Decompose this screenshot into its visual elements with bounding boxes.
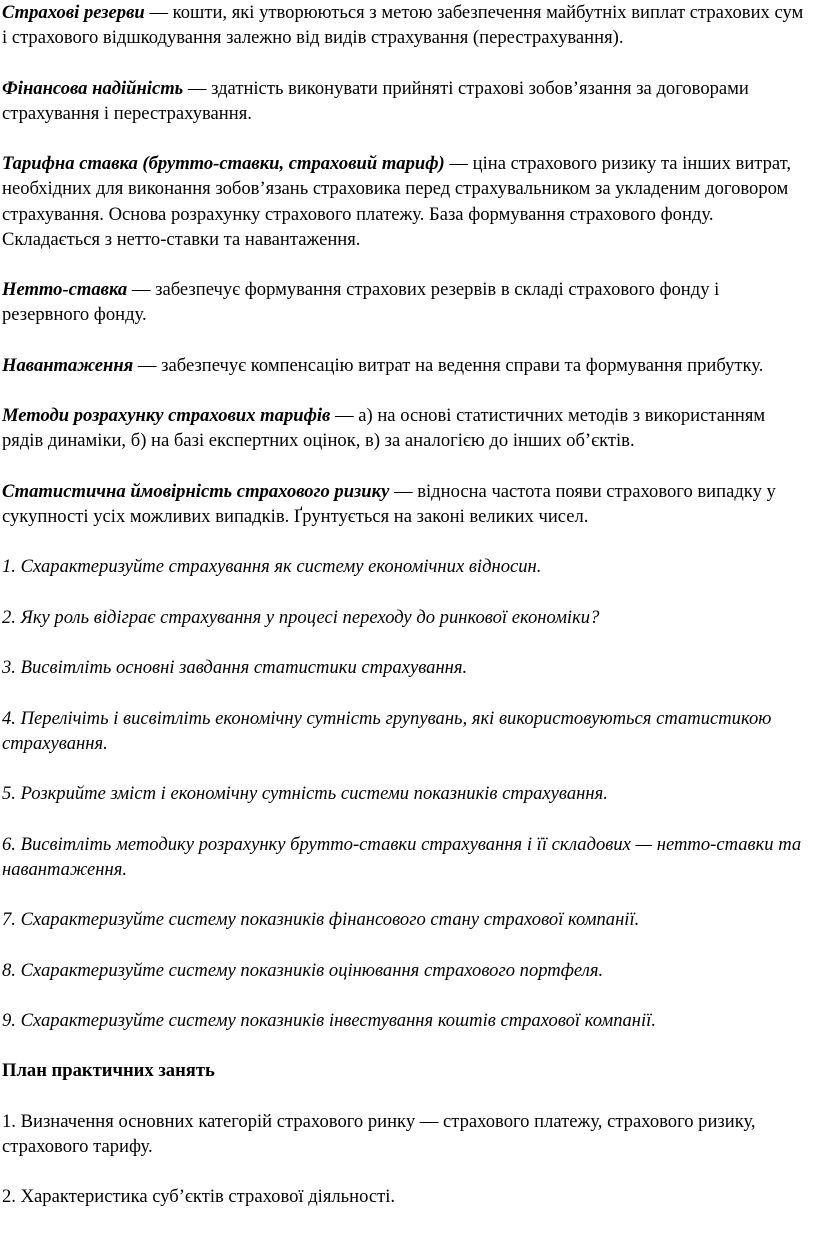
- definition-term: Навантаження: [2, 354, 134, 376]
- question-9: 9. Схарактеризуйте систему показників інвестування коштів страхової компанії.: [2, 1009, 656, 1031]
- definition-text: — здатність виконувати прийняті страхові зобов’язання за договорами страхування і перестрахування.: [2, 77, 749, 124]
- definition-insurance-reserves: [2, 0, 810, 50]
- definition-text: — а) на основі статистичних методів з використанням рядів динаміки, б) на базі експертних оцінок, в) за аналогією до інших об’єктів.: [2, 405, 766, 452]
- definition-text: — відносна частота появи страхового випадку у сукупності усіх можливих випадків. Ґрунтується на законі великих чисел.: [2, 480, 776, 527]
- definition-tariff-methods: [2, 403, 810, 453]
- plan-item-2: 2. Характеристика суб’єктів страхової діяльності.: [2, 1186, 396, 1208]
- definition-term: Статистична ймовірність страхового ризику: [2, 480, 390, 502]
- definition-text: — забезпечує формування страхових резервів в складі страхового фонду і резервного фонду.: [2, 279, 720, 326]
- definition-term: Страхові резерви: [2, 2, 145, 23]
- question-2: 2. Яку роль відіграє страхування у процесі переходу до ринкової економіки?: [2, 606, 600, 628]
- question-8: 8. Схарактеризуйте систему показників оцінювання страхового портфеля.: [2, 959, 604, 981]
- plan-heading: План практичних занять: [2, 1060, 215, 1082]
- definition-text: — забезпечує компенсацію витрат на ведення справи та формування прибутку.: [133, 354, 764, 376]
- definition-text: — кошти, які утворюються з метою забезпечення майбутніх виплат страхових сум і страхового відшкодування залежно від видів страхування (перестрахування).: [2, 2, 804, 49]
- question-1: 1. Схарактеризуйте страхування як систему економічних відносин.: [2, 556, 542, 578]
- definition-net-rate: [2, 277, 810, 327]
- definition-text: — ціна страхового ризику та інших витрат, необхідних для виконання зобов’язань страховика перед страхувальником за укладеним договором страхування. Основа розрахунку страхового платежу. База формування страхового фонду. Складається з нетто-ставки та навантаження.: [2, 153, 792, 250]
- question-3: 3. Висвітліть основні завдання статистики страхування.: [2, 657, 468, 679]
- plan-item-1: 1. Визначення основних категорій страхового ринку — страхового платежу, страхового ризику, страхового тарифу.: [2, 1110, 756, 1157]
- definition-term: Нетто-ставка: [2, 279, 128, 301]
- definition-financial-reliability: [2, 76, 810, 126]
- question-4: 4. Перелічіть і висвітліть економічну сутність групувань, які використовуються статистикою страхування.: [2, 707, 772, 754]
- definition-term: Тарифна ставка (брутто-ставки, страховий тариф): [2, 153, 445, 175]
- question-5: 5. Розкрийте зміст і економічну сутність системи показників страхування.: [2, 783, 608, 805]
- definition-loading: [2, 353, 810, 378]
- definition-tariff-rate: [2, 151, 810, 252]
- definition-term: Фінансова надійність: [2, 77, 184, 99]
- question-6: 6. Висвітліть методику розрахунку брутто-ставки страхування і її складових — нетто-ставки та навантаження.: [2, 833, 802, 880]
- definition-statistical-probability: [2, 479, 810, 529]
- question-7: 7. Схарактеризуйте систему показників фінансового стану страхової компанії.: [2, 909, 640, 931]
- definition-term: Методи розрахунку страхових тарифів: [2, 405, 331, 427]
